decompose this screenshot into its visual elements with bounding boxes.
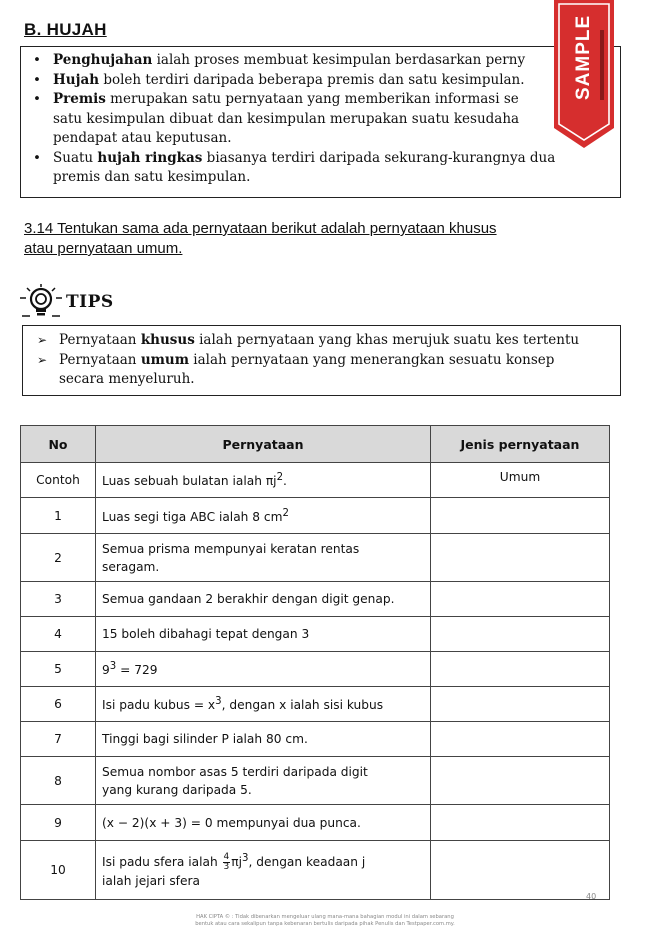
answer-field[interactable] [431, 687, 610, 722]
answer-field[interactable] [431, 757, 610, 805]
row-number: 1 [21, 498, 96, 534]
row-statement: (x − 2)(x + 3) = 0 mempunyai dua punca. [96, 805, 431, 841]
table-row [21, 617, 610, 652]
tips-heading [18, 284, 114, 320]
answer-field[interactable] [431, 617, 610, 652]
hujah-definitions-box [20, 46, 621, 198]
row-number: 2 [21, 534, 96, 582]
fraction: $\frac{4}{3}$ [223, 852, 230, 873]
header-no: No [21, 426, 96, 463]
row-number: 5 [21, 652, 96, 687]
answer-field[interactable] [431, 582, 610, 617]
table-row [21, 534, 610, 582]
answer-field[interactable] [431, 722, 610, 757]
header-jenis: Jenis pernyataan [431, 426, 610, 463]
row-statement: Luas segi tiga ABC ialah 8 $cm^2$ [96, 498, 431, 534]
answer-field[interactable] [431, 652, 610, 687]
row-number: Contoh [21, 463, 96, 498]
hujah-point-3: • Premis merupakan satu pernyataan yang memberikan informasi se satu kesimpulan dibuat dan kesimpulan merupakan suatu kesudaha pendapat atau keputusan. [31, 90, 612, 149]
tips-item-2: ➢ Pernyataan umum ialah pernyataan yang menerangkan sesuatu konsep secara menyeluruh. [35, 351, 612, 390]
table-row [21, 582, 610, 617]
header-pernyataan: Pernyataan [96, 426, 431, 463]
hujah-point-1: • Penghujahan ialah proses membuat kesimpulan berdasarkan perny [31, 51, 612, 71]
row-number: 9 [21, 805, 96, 841]
table-row [21, 463, 610, 498]
row-statement: Semua prisma mempunyai keratan rentas seragam. [96, 534, 431, 582]
lightbulb-icon [18, 284, 64, 320]
row-answer: Umum [431, 463, 610, 498]
tips-box [22, 325, 621, 396]
row-statement: Tinggi bagi silinder P ialah 80 cm. [96, 722, 431, 757]
row-statement: $9^3 = 729$ [96, 652, 431, 687]
hujah-point-4: • Suatu hujah ringkas biasanya terdiri daripada sekurang-kurangnya dua premis dan satu kesimpulan. [31, 149, 612, 188]
row-statement: Luas sebuah bulatan ialah $\pi j^2$. [96, 463, 431, 498]
tips-label: TIPS [66, 292, 114, 312]
answer-field[interactable] [431, 534, 610, 582]
table-row [21, 841, 610, 900]
sample-stamp [548, 0, 618, 150]
statement-table [20, 425, 610, 900]
tips-item-1: ➢ Pernyataan khusus ialah pernyataan yang khas merujuk suatu kes tertentu [35, 331, 612, 351]
table-row [21, 757, 610, 805]
table-row [21, 805, 610, 841]
row-statement: Semua nombor asas 5 terdiri daripada digit yang kurang daripada 5. [96, 757, 431, 805]
table-row [21, 687, 610, 722]
row-number: 7 [21, 722, 96, 757]
answer-field[interactable] [431, 805, 610, 841]
row-statement: Isi padu kubus = $x^3$, dengan x ialah sisi kubus [96, 687, 431, 722]
row-number: 8 [21, 757, 96, 805]
row-statement: Semua gandaan 2 berakhir dengan digit genap. [96, 582, 431, 617]
answer-field[interactable] [431, 841, 610, 900]
table-header-row [21, 426, 610, 463]
question-title: 3.14 Tentukan sama ada pernyataan berikut adalah pernyataan khusus atau pernyataan umum. [24, 220, 497, 257]
row-statement: Isi padu sfera ialah $\frac{4}{3}$ $\pi j^3$, dengan keadaan j ialah jejari sfera [96, 841, 431, 900]
table-row [21, 722, 610, 757]
row-number: 10 [21, 841, 96, 900]
page-number: 40 [586, 892, 597, 901]
section-title: B. HUJAH [24, 20, 107, 39]
copyright-footer: HAK CIPTA © : Tidak dibenarkan mengeluar ulang mana-mana bahagian modul ini dalam sebarang bentuk atau cara sekalipun tanpa kebenaran bertulis daripada pihak Penulis dan Testpaper.com.my. [195, 914, 455, 927]
row-number: 4 [21, 617, 96, 652]
row-number: 3 [21, 582, 96, 617]
sample-stamp-text: SAMPLE [573, 14, 594, 100]
hujah-point-2: • Hujah boleh terdiri daripada beberapa premis dan satu kesimpulan. [31, 71, 612, 91]
row-number: 6 [21, 687, 96, 722]
row-statement: 15 boleh dibahagi tepat dengan 3 [96, 617, 431, 652]
answer-field[interactable] [431, 498, 610, 534]
table-row [21, 652, 610, 687]
table-row [21, 498, 610, 534]
